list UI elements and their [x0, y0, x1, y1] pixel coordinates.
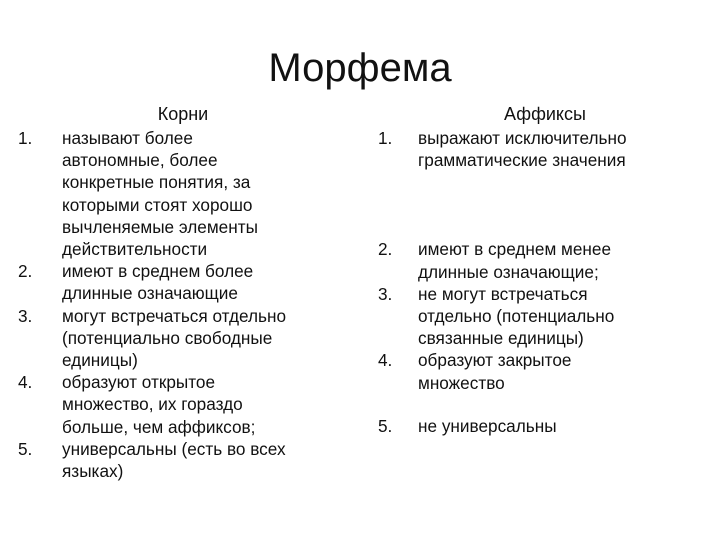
roots-heading: Корни	[157, 104, 209, 124]
item-text	[62, 260, 336, 304]
text-line: выражают исключительно	[418, 128, 627, 148]
item-number: 4.	[18, 372, 33, 393]
text-line: языках)	[62, 461, 124, 482]
item-number: 2.	[378, 239, 393, 260]
roots-item-2	[18, 260, 336, 304]
item-number: 5.	[18, 438, 33, 459]
item-number: 2.	[18, 261, 33, 282]
affixes-item-4	[378, 349, 698, 393]
text-line: имеют в среднем более	[62, 261, 254, 282]
text-line: имеют в среднем менее	[418, 239, 612, 260]
item-number: 3.	[18, 305, 33, 326]
item-number: 3.	[378, 283, 393, 304]
text-line: конкретные понятия, за	[62, 172, 251, 193]
text-line: называют более	[62, 128, 193, 148]
item-text	[62, 127, 336, 260]
slide-title: Морфема	[268, 46, 452, 90]
text-line: единицы)	[62, 350, 138, 371]
item-text	[62, 438, 336, 482]
text-line: отдельно (потенциально	[418, 306, 615, 327]
text-line: множество	[418, 372, 505, 393]
roots-item-5	[18, 438, 336, 482]
text-line: автономные, более	[62, 150, 218, 171]
item-text	[418, 238, 698, 282]
item-text	[418, 349, 698, 393]
item-number: 4.	[378, 350, 393, 371]
text-line: действительности	[62, 239, 208, 260]
item-text	[62, 305, 336, 372]
item-number: 5.	[378, 415, 393, 436]
item-number: 1.	[378, 128, 393, 148]
text-line: не универсальны	[418, 415, 557, 436]
affixes-item-2	[378, 238, 698, 282]
text-line: связанные единицы)	[418, 328, 584, 349]
text-line: образуют открытое	[62, 372, 216, 393]
roots-item-4	[18, 371, 336, 438]
item-text	[418, 415, 698, 437]
affixes-item-3	[378, 283, 698, 350]
text-line: вычленяемые элементы	[62, 216, 258, 237]
text-line: грамматические значения	[418, 150, 626, 171]
item-text	[418, 127, 698, 171]
text-line: длинные означающие;	[418, 261, 599, 282]
text-line: не могут встречаться	[418, 283, 588, 304]
item-text	[62, 371, 336, 438]
roots-column	[18, 104, 336, 482]
affixes-item-1	[378, 127, 698, 171]
affixes-item-5	[378, 415, 698, 437]
text-line: универсальны (есть во всех	[62, 438, 286, 459]
item-number: 1.	[18, 128, 33, 148]
affixes-heading: Аффиксы	[504, 104, 586, 124]
roots-item-1	[18, 127, 336, 260]
text-line: образуют закрытое	[418, 350, 572, 371]
text-line: (потенциально свободные	[62, 327, 273, 348]
text-line: больше, чем аффиксов;	[62, 416, 256, 437]
affixes-column	[378, 104, 698, 437]
text-line: которыми стоят хорошо	[62, 194, 253, 215]
text-line: длинные означающие	[62, 283, 238, 304]
text-line: могут встречаться отдельно	[62, 305, 287, 326]
roots-item-3	[18, 305, 336, 372]
item-text	[418, 283, 698, 350]
text-line: множество, их гораздо	[62, 394, 243, 415]
